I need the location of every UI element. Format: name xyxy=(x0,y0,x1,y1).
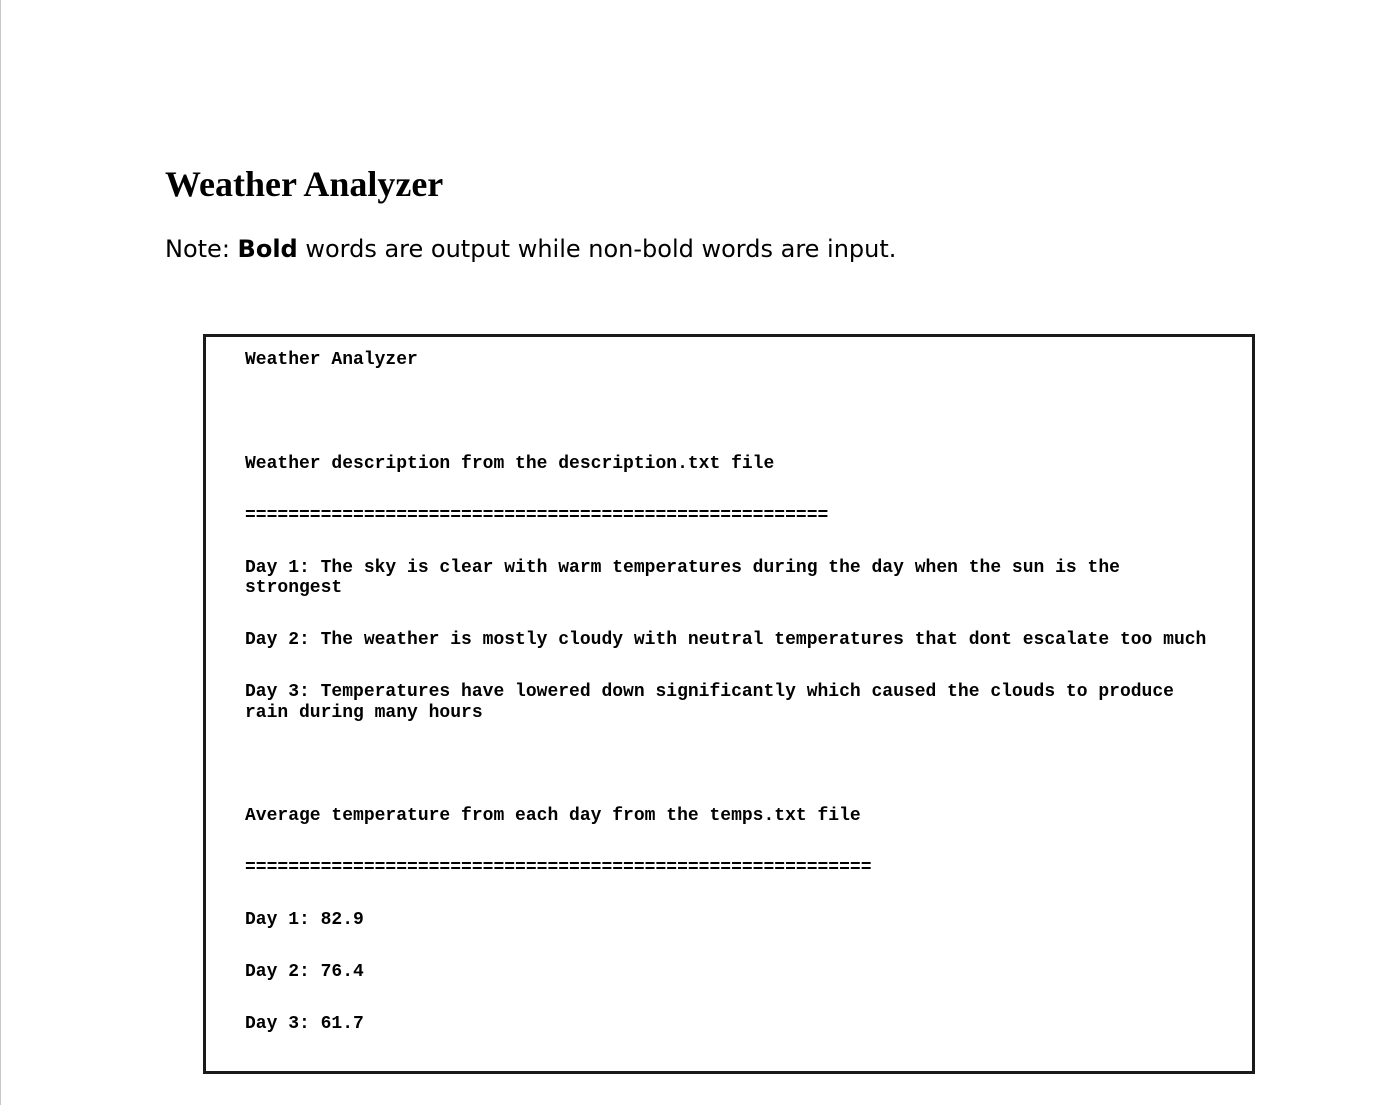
console-header: Weather Analyzer xyxy=(245,350,418,370)
temp-day-2: Day 2: 76.4 xyxy=(245,962,364,982)
page-title: Weather Analyzer xyxy=(165,164,444,204)
console-output-box xyxy=(203,334,1255,1074)
description-day-3-line-1: Day 3: Temperatures have lowered down significantly which caused the clouds to produce xyxy=(245,682,1174,702)
temp-day-3: Day 3: 61.7 xyxy=(245,1014,364,1034)
description-day-1-line-2: strongest xyxy=(245,578,343,598)
note-prefix: Note: xyxy=(165,235,238,263)
description-heading: Weather description from the description.txt file xyxy=(245,454,775,474)
description-day-1-line-1: Day 1: The sky is clear with warm temperatures during the day when the sun is the xyxy=(245,558,1120,578)
description-day-2-line-1: Day 2: The weather is mostly cloudy with neutral temperatures that dont escalate too much xyxy=(245,630,1207,650)
description-day-3-line-2: rain during many hours xyxy=(245,703,483,723)
note-text xyxy=(165,233,896,265)
temps-rule: ========================================================== xyxy=(245,858,872,878)
note-bold-word: Bold xyxy=(237,235,298,263)
page-left-edge xyxy=(0,0,1,1105)
temp-day-1: Day 1: 82.9 xyxy=(245,910,364,930)
description-rule: ====================================================== xyxy=(245,506,829,526)
note-suffix: words are output while non-bold words are input. xyxy=(297,235,897,263)
temps-heading: Average temperature from each day from the temps.txt file xyxy=(245,806,861,826)
